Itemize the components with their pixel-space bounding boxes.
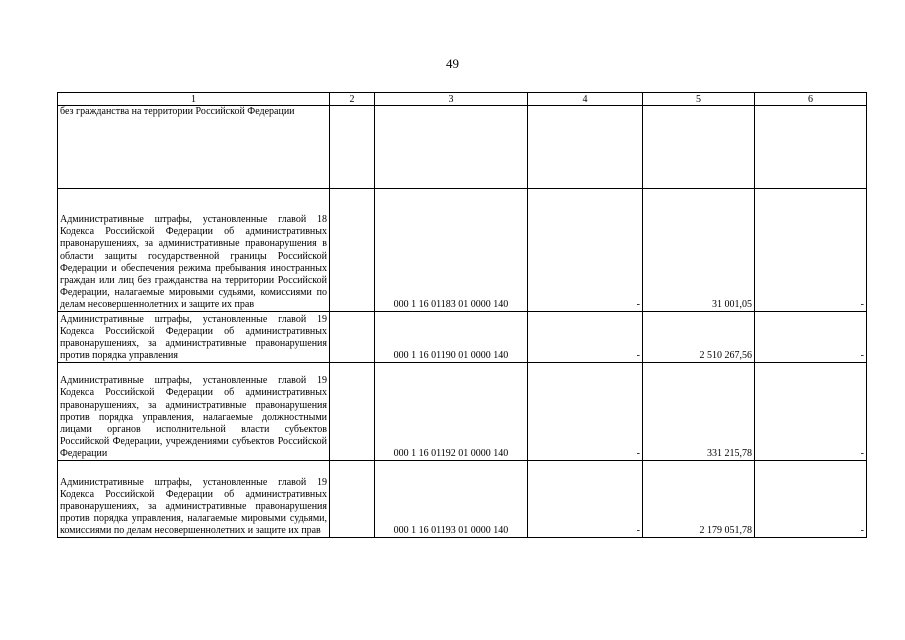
- column-header: 1: [58, 93, 330, 106]
- row-col4: -: [528, 363, 643, 461]
- row-col6: [755, 106, 867, 189]
- row-amount: 331 215,78: [643, 363, 755, 461]
- row-code: 000 1 16 01183 01 0000 140: [375, 189, 528, 312]
- row-col4: -: [528, 189, 643, 312]
- row-amount: [643, 106, 755, 189]
- column-header: 5: [643, 93, 755, 106]
- table-row: [58, 106, 867, 189]
- budget-table: [57, 92, 867, 538]
- header-row: [58, 93, 867, 106]
- row-col2: [330, 312, 375, 363]
- row-col4: [528, 106, 643, 189]
- row-description: без гражданства на территории Российской Федерации: [58, 106, 330, 189]
- table-row: [58, 312, 867, 363]
- column-header: 6: [755, 93, 867, 106]
- column-header: 2: [330, 93, 375, 106]
- row-code: 000 1 16 01190 01 0000 140: [375, 312, 528, 363]
- row-description: Административные штрафы, установленные главой 19 Кодекса Российской Федерации об административных правонарушениях, за административные правонарушения против порядка управления, налагаемые должностными лицами органов исполнительной власти субъектов Российской Федерации, учреждениями субъектов Российской Федерации: [58, 363, 330, 461]
- row-code: 000 1 16 01192 01 0000 140: [375, 363, 528, 461]
- row-col2: [330, 363, 375, 461]
- row-amount: 2 510 267,56: [643, 312, 755, 363]
- row-col2: [330, 106, 375, 189]
- row-amount: 31 001,05: [643, 189, 755, 312]
- row-col6: -: [755, 312, 867, 363]
- row-col4: -: [528, 461, 643, 538]
- row-col6: -: [755, 189, 867, 312]
- table-row: [58, 363, 867, 461]
- row-col6: -: [755, 363, 867, 461]
- row-description: Административные штрафы, установленные главой 19 Кодекса Российской Федерации об административных правонарушениях, за административные правонарушения против порядка управления, налагаемые мировыми судьями, комиссиями по делам несовершеннолетних и защите их прав: [58, 461, 330, 538]
- column-header: 3: [375, 93, 528, 106]
- row-description: Административные штрафы, установленные главой 19 Кодекса Российской Федерации об административных правонарушениях, за административные правонарушения против порядка управления: [58, 312, 330, 363]
- table-row: [58, 461, 867, 538]
- page-number: 49: [446, 56, 459, 71]
- row-code: 000 1 16 01193 01 0000 140: [375, 461, 528, 538]
- row-col4: -: [528, 312, 643, 363]
- column-header: 4: [528, 93, 643, 106]
- row-col6: -: [755, 461, 867, 538]
- table-row: [58, 189, 867, 312]
- row-description: Административные штрафы, установленные главой 18 Кодекса Российской Федерации об административных правонарушениях, за административные правонарушения в области защиты государственной границы Российской Федерации и обеспечения режима пребывания иностранных граждан или лиц без гражданства на территории Российской Федерации, налагаемые мировыми судьями, комиссиями по делам несовершеннолетних и защите их прав: [58, 189, 330, 312]
- row-col2: [330, 461, 375, 538]
- row-amount: 2 179 051,78: [643, 461, 755, 538]
- row-col2: [330, 189, 375, 312]
- row-code: [375, 106, 528, 189]
